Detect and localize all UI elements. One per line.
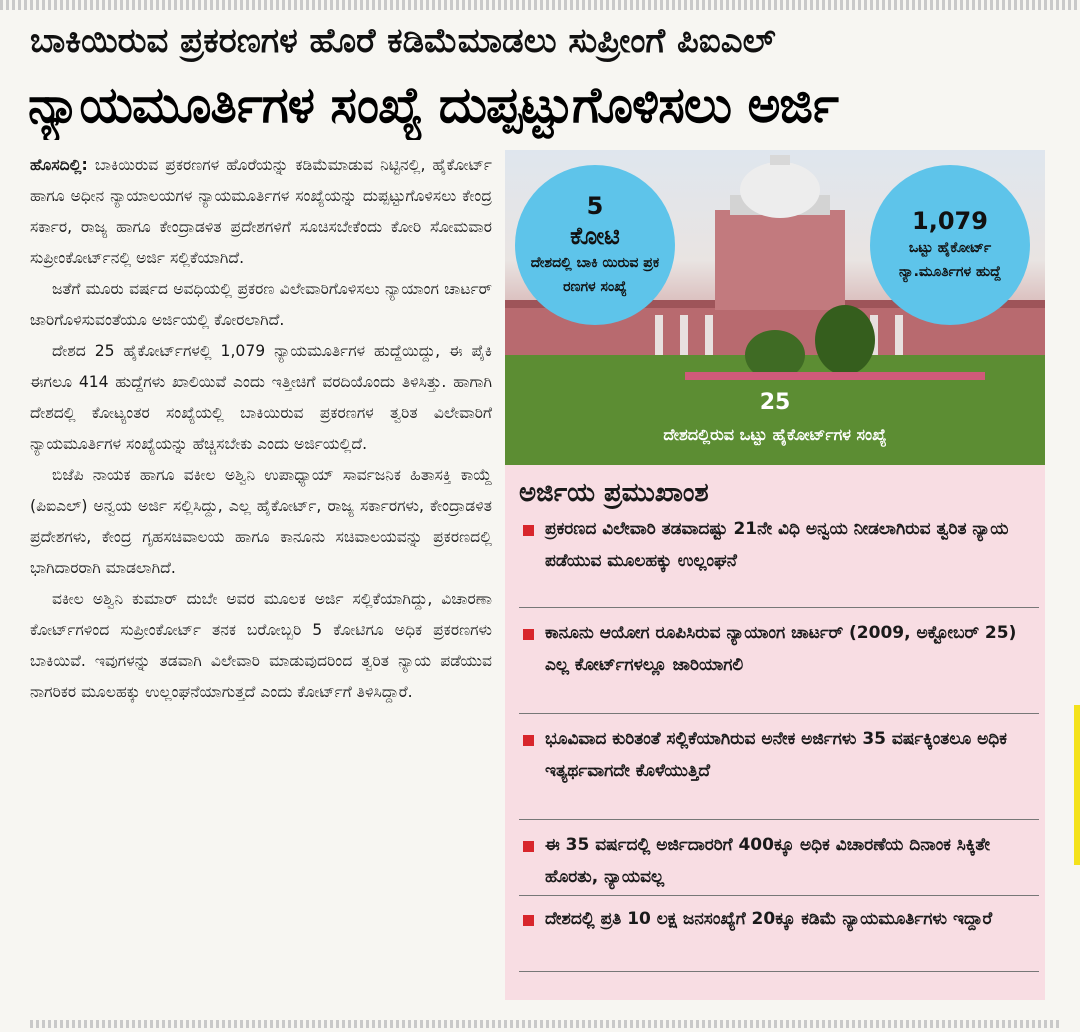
highlight-item: [519, 617, 1039, 714]
bullet-square-icon: [523, 915, 534, 926]
paragraph-4: ಬಿಜೆಪಿ ನಾಯಕ ಹಾಗೂ ವಕೀಲ ಅಶ್ವಿನಿ ಉಪಾಧ್ಯಾಯ್ ಸಾರ್ವಜನಿಕ ಹಿತಾಸಕ್ತಿ ಕಾಯ್ದೆ (ಪಿಐಎಲ್) ಅನ್ವಯ ಅರ್ಜಿ ಸಲ್ಲಿಸಿದ್ದು, ಎಲ್ಲ ಹೈಕೋರ್ಟ್, ರಾಜ್ಯ ಸರ್ಕಾರಗಳು, ಕೇಂದ್ರಾಡಳಿತ ಪ್ರದೇಶಗಳು, ಕೇಂದ್ರ ಗೃಹಸಚಿವಾಲಯ ಹಾಗೂ ಕಾನೂನು ಸಚಿವಾಲಯವನ್ನು ಪ್ರಕರಣದಲ್ಲಿ ಭಾಗಿದಾರರಾಗಿ ಮಾಡಲಾಗಿದೆ.: [30, 466, 492, 577]
bullet-square-icon: [523, 525, 534, 536]
highlight-item: [519, 513, 1039, 608]
highlights-box: [505, 465, 1045, 1000]
highlight-text: ಕಾನೂನು ಆಯೋಗ ರೂಪಿಸಿರುವ ನ್ಯಾಯಾಂಗ ಚಾರ್ಟರ್ (2009, ಅಕ್ಟೋಬರ್ 25) ಎಲ್ಲ ಕೋರ್ಟ್‌ಗಳಲ್ಲೂ ಜಾರಿಯಾಗಲಿ: [545, 623, 1017, 675]
pending-cases-circle: [515, 165, 675, 325]
top-dotted-rule: [0, 0, 1080, 10]
highlight-item: [519, 723, 1039, 820]
bottom-dotted-rule: [30, 1020, 1060, 1028]
highlight-text: ಭೂವಿವಾದ ಕುರಿತಂತೆ ಸಲ್ಲಿಕೆಯಾಗಿರುವ ಅನೇಕ ಅರ್ಜಿಗಳು 35 ವರ್ಷಕ್ಕಿಂತಲೂ ಅಧಿಕ ಇತ್ಯರ್ಥವಾಗದೇ ಕೊಳೆಯುತ್ತಿದೆ: [545, 729, 1007, 781]
article-body: [30, 150, 492, 1010]
highlights-title: ಅರ್ಜಿಯ ಪ್ರಮುಖಾಂಶ: [519, 478, 709, 508]
paragraph-3: ದೇಶದ 25 ಹೈಕೋರ್ಟ್‌ಗಳಲ್ಲಿ 1,079 ನ್ಯಾಯಮೂರ್ತಿಗಳ ಹುದ್ದೆಯಿದ್ದು, ಈ ಪೈಕಿ ಈಗಲೂ 414 ಹುದ್ದೆಗಳು ಖಾಲಿಯಿವೆ ಎಂದು ಇತ್ತೀಚಿಗೆ ವರದಿಯೊಂದು ತಿಳಿಸಿತ್ತು. ಹಾಗಾಗಿ ದೇಶದಲ್ಲಿ ಕೋಟ್ಯಂತರ ಸಂಖ್ಯೆಯಲ್ಲಿ ಬಾಕಿಯಿರುವ ಪ್ರಕರಣಗಳ ತ್ವರಿತ ವಿಲೇವಾರಿಗೆ ನ್ಯಾಯಮೂರ್ತಿಗಳ ಸಂಖ್ಯೆಯನ್ನು ಹೆಚ್ಚಿಸಬೇಕು ಎಂದು ಅರ್ಜಿಯಲ್ಲಿದೆ.: [30, 342, 492, 453]
supreme-court-photo: [505, 150, 1045, 465]
judge-posts-number: 1,079: [912, 207, 988, 235]
pending-cases-caption: ದೇಶದಲ್ಲಿ ಬಾಕಿ ಯಿರುವ ಪ್ರಕ ರಣಗಳ ಸಂಖ್ಯೆ: [530, 255, 660, 295]
high-courts-number: 25: [759, 390, 791, 415]
dateline: ಹೊಸದಿಲ್ಲಿ:: [30, 156, 88, 174]
highlight-item: [519, 829, 1039, 896]
paragraph-5: ವಕೀಲ ಅಶ್ವಿನಿ ಕುಮಾರ್ ದುಬೇ ಅವರ ಮೂಲಕ ಅರ್ಜಿ ಸಲ್ಲಿಕೆಯಾಗಿದ್ದು, ವಿಚಾರಣಾ ಕೋರ್ಟ್‌ಗಳಿಂದ ಸುಪ್ರೀಂಕೋರ್ಟ್ ತನಕ ಬರೋಬ್ಬರಿ 5 ಕೋಟಿಗೂ ಅಧಿಕ ಪ್ರಕರಣಗಳು ಬಾಕಿಯಿವೆ. ಇವುಗಳನ್ನು ತಡವಾಗಿ ವಿಲೇವಾರಿ ಮಾಡುವುದರಿಂದ ತ್ವರಿತ ನ್ಯಾಯ ಪಡೆಯುವ ನಾಗರಿಕರ ಮೂಲಹಕ್ಕು ಉಲ್ಲಂಘನೆಯಾಗುತ್ತದೆ ಎಂದು ಕೋರ್ಟ್‌ಗೆ ತಿಳಿಸಿದ್ದಾರೆ.: [30, 590, 492, 701]
subheadline: ಬಾಕಿಯಿರುವ ಪ್ರಕರಣಗಳ ಹೊರೆ ಕಡಿಮೆಮಾಡಲು ಸುಪ್ರೀಂಗೆ ಪಿಐಎಲ್: [30, 21, 776, 61]
bullet-square-icon: [523, 629, 534, 640]
high-courts-caption: ದೇಶದಲ್ಲಿರುವ ಒಟ್ಟು ಹೈಕೋರ್ಟ್‌ಗಳ ಸಂಖ್ಯೆ: [663, 425, 887, 444]
highlight-text: ಈ 35 ವರ್ಷದಲ್ಲಿ ಅರ್ಜಿದಾರರಿಗೆ 400ಕ್ಕೂ ಅಧಿಕ ವಿಚಾರಣೆಯ ದಿನಾಂಕ ಸಿಕ್ಕಿತೇ ಹೊರತು, ನ್ಯಾಯವಲ್ಲ: [545, 835, 990, 887]
judge-posts-caption: ಒಟ್ಟು ಹೈಕೋರ್ಟ್ ನ್ಯಾ.ಮೂರ್ತಿಗಳ ಹುದ್ದೆ: [899, 240, 1001, 280]
paragraph-1: [30, 150, 492, 274]
paragraph-2: ಜತೆಗೆ ಮೂರು ವರ್ಷದ ಅವಧಿಯಲ್ಲಿ ಪ್ರಕರಣ ವಿಲೇವಾರಿಗೊಳಿಸಲು ನ್ಯಾಯಾಂಗ ಚಾರ್ಟರ್ ಜಾರಿಗೊಳಿಸುವಂತೆಯೂ ಅರ್ಜಿಯಲ್ಲಿ ಕೋರಲಾಗಿದೆ.: [30, 280, 492, 329]
highlight-text: ಪ್ರಕರಣದ ವಿಲೇವಾರಿ ತಡವಾದಷ್ಟು 21ನೇ ವಿಧಿ ಅನ್ವಯ ನೀಡಲಾಗಿರುವ ತ್ವರಿತ ನ್ಯಾಯ ಪಡೆಯುವ ಮೂಲಹಕ್ಕು ಉಲ್ಲಂಘನೆ: [545, 519, 1009, 571]
bullet-square-icon: [523, 735, 534, 746]
bullet-square-icon: [523, 841, 534, 852]
page-edge-marker: [1074, 705, 1080, 865]
pending-cases-unit: ಕೋಟಿ: [570, 222, 620, 250]
pending-cases-number: 5: [586, 192, 604, 220]
judge-posts-circle: [870, 165, 1030, 325]
highlight-text: ದೇಶದಲ್ಲಿ ಪ್ರತಿ 10 ಲಕ್ಷ ಜನಸಂಖ್ಯೆಗೆ 20ಕ್ಕೂ ಕಡಿಮೆ ನ್ಯಾಯಮೂರ್ತಿಗಳು ಇದ್ದಾರೆ: [545, 909, 993, 929]
paragraph-1-text: ಬಾಕಿಯಿರುವ ಪ್ರಕರಣಗಳ ಹೊರೆಯನ್ನು ಕಡಿಮೆಮಾಡುವ ನಿಟ್ಟಿನಲ್ಲಿ, ಹೈಕೋರ್ಟ್ ಹಾಗೂ ಅಧೀನ ನ್ಯಾಯಾಲಯಗಳ ನ್ಯಾಯಮೂರ್ತಿಗಳ ಸಂಖ್ಯೆಯನ್ನು ದುಪ್ಪಟ್ಟುಗೊಳಿಸಲು ಕೇಂದ್ರ ಸರ್ಕಾರ, ರಾಜ್ಯ ಹಾಗೂ ಕೇಂದ್ರಾಡಳಿತ ಪ್ರದೇಶಗಳಿಗೆ ಸೂಚಿಸಬೇಕೆಂದು ಕೋರಿ ಸೋಮವಾರ ಸುಪ್ರೀಂಕೋರ್ಟ್‌ನಲ್ಲಿ ಅರ್ಜಿ ಸಲ್ಲಿಕೆಯಾಗಿದೆ.: [30, 156, 492, 267]
headline: ನ್ಯಾಯಮೂರ್ತಿಗಳ ಸಂಖ್ಯೆ ದುಪ್ಪಟ್ಟುಗೊಳಿಸಲು ಅರ್ಜಿ: [28, 76, 838, 134]
highlight-item: [519, 903, 1039, 972]
